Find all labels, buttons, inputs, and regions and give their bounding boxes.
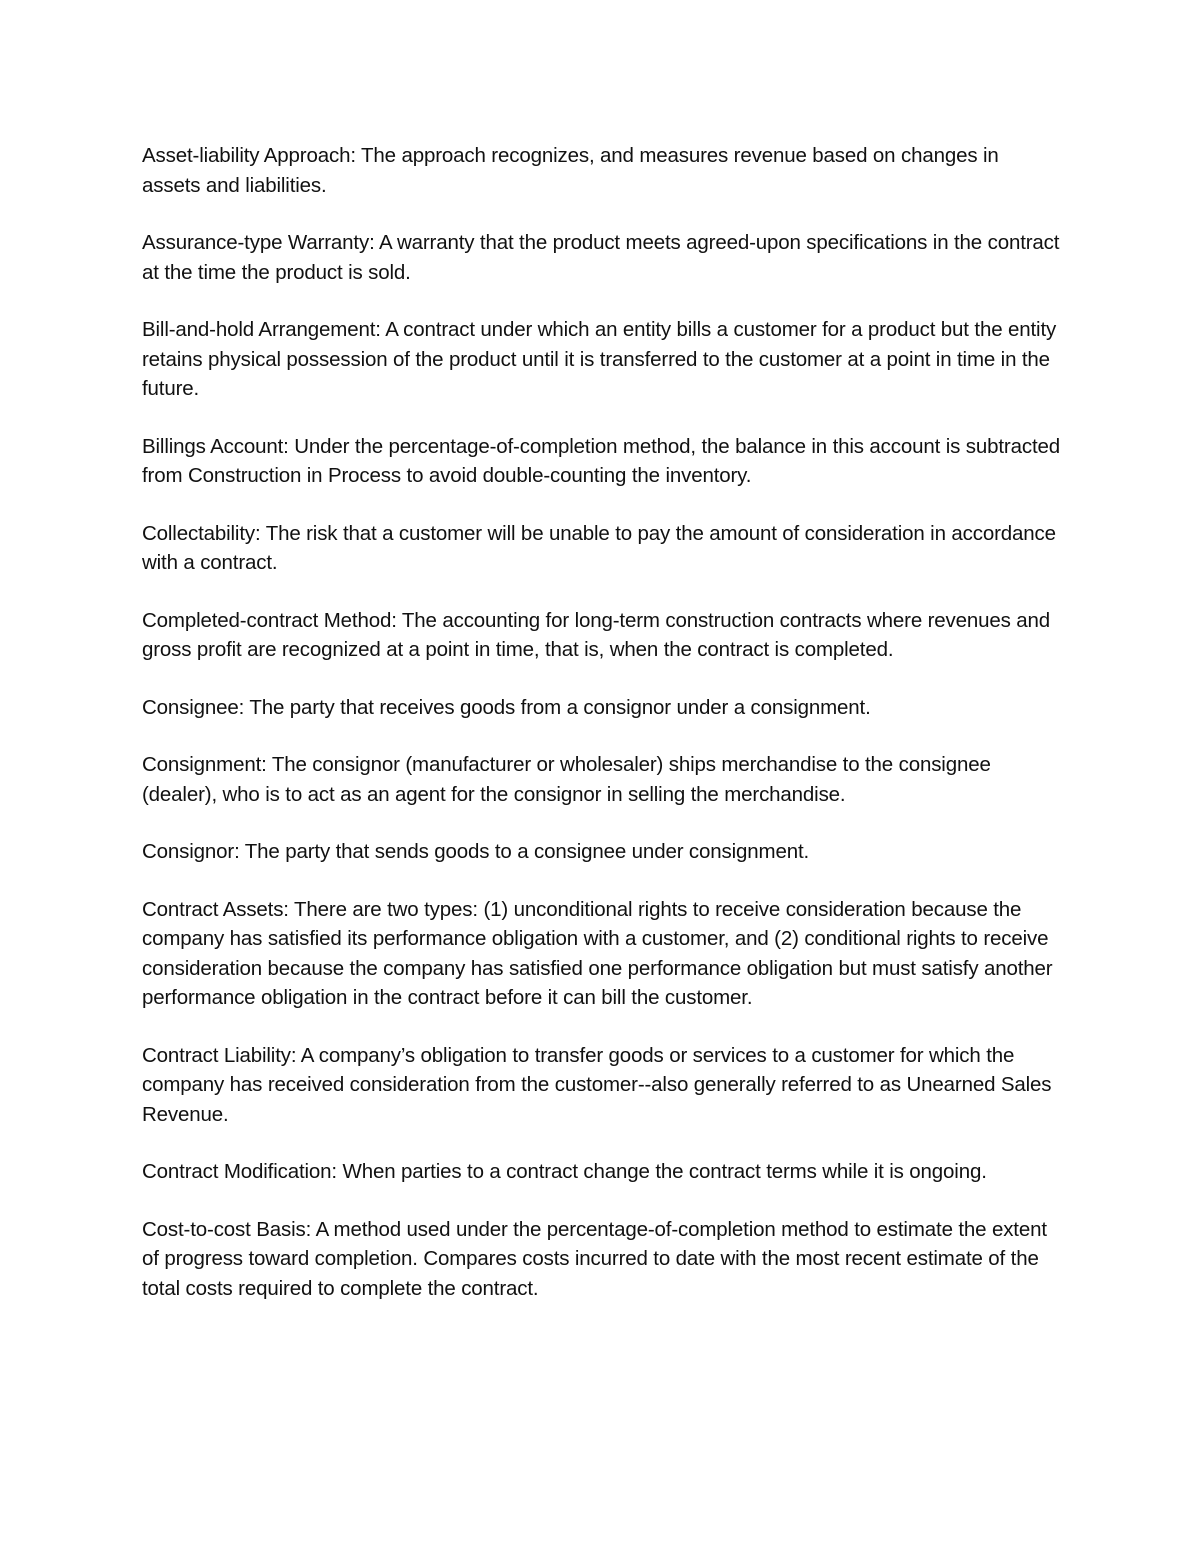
glossary-body (142, 141, 1062, 1331)
glossary-entry-contract-liability: Contract Liability: A company’s obligation to transfer goods or services to a customer for which the company has received consideration from the customer--also generally referred to as Unearned Sales Revenue. (142, 1043, 1052, 1126)
glossary-entry-assurance-type-warranty: Assurance-type Warranty: A warranty that the product meets agreed-upon specifications in the contract at the time the product is sold. (142, 231, 1060, 284)
glossary-entry-completed-contract-method: Completed-contract Method: The accounting for long-term construction contracts where revenues and gross profit are recognized at a point in time, that is, when the contract is completed. (142, 608, 1051, 661)
glossary-entry-consignee: Consignee: The party that receives goods from a consignor under a consignment. (142, 695, 871, 719)
glossary-entry-contract-modification: Contract Modification: When parties to a contract change the contract terms while it is ongoing. (142, 1160, 987, 1183)
glossary-entry-billings-account: Billings Account: Under the percentage-of-completion method, the balance in this account is subtracted from Construction in Process to avoid double-counting the inventory. (142, 434, 1060, 487)
glossary-entry-bill-and-hold-arrangement: Bill-and-hold Arrangement: A contract under which an entity bills a customer for a product but the entity retains physical possession of the product until it is transferred to the customer at a point in time in the future. (142, 318, 1057, 400)
glossary-entry-asset-liability-approach: Asset-liability Approach: The approach recognizes, and measures revenue based on changes in assets and liabilities. (142, 144, 999, 197)
glossary-entry-consignor: Consignor: The party that sends goods to a consignee under consignment. (142, 840, 810, 863)
glossary-entry-consignment: Consignment: The consignor (manufacturer or wholesaler) ships merchandise to the consignee (dealer), who is to act as an agent for the consignor in selling the merchandise. (142, 753, 991, 806)
glossary-entry-contract-assets: Contract Assets: There are two types: (1) unconditional rights to receive consideration because the company has satisfied its performance obligation with a customer, and (2) conditional rights to receive consideration because the company has satisfied one performance obligation but must satisfy another performance obligation in the contract before it can bill the customer. (142, 897, 1053, 1009)
glossary-entry-cost-to-cost-basis: Cost-to-cost Basis: A method used under the percentage-of-completion method to estimate the extent of progress toward completion. Compares costs incurred to date with the most recent estimate of the total costs required to complete the contract. (142, 1217, 1047, 1300)
glossary-entry-collectability: Collectability: The risk that a customer will be unable to pay the amount of consideration in accordance with a contract. (142, 521, 1056, 574)
